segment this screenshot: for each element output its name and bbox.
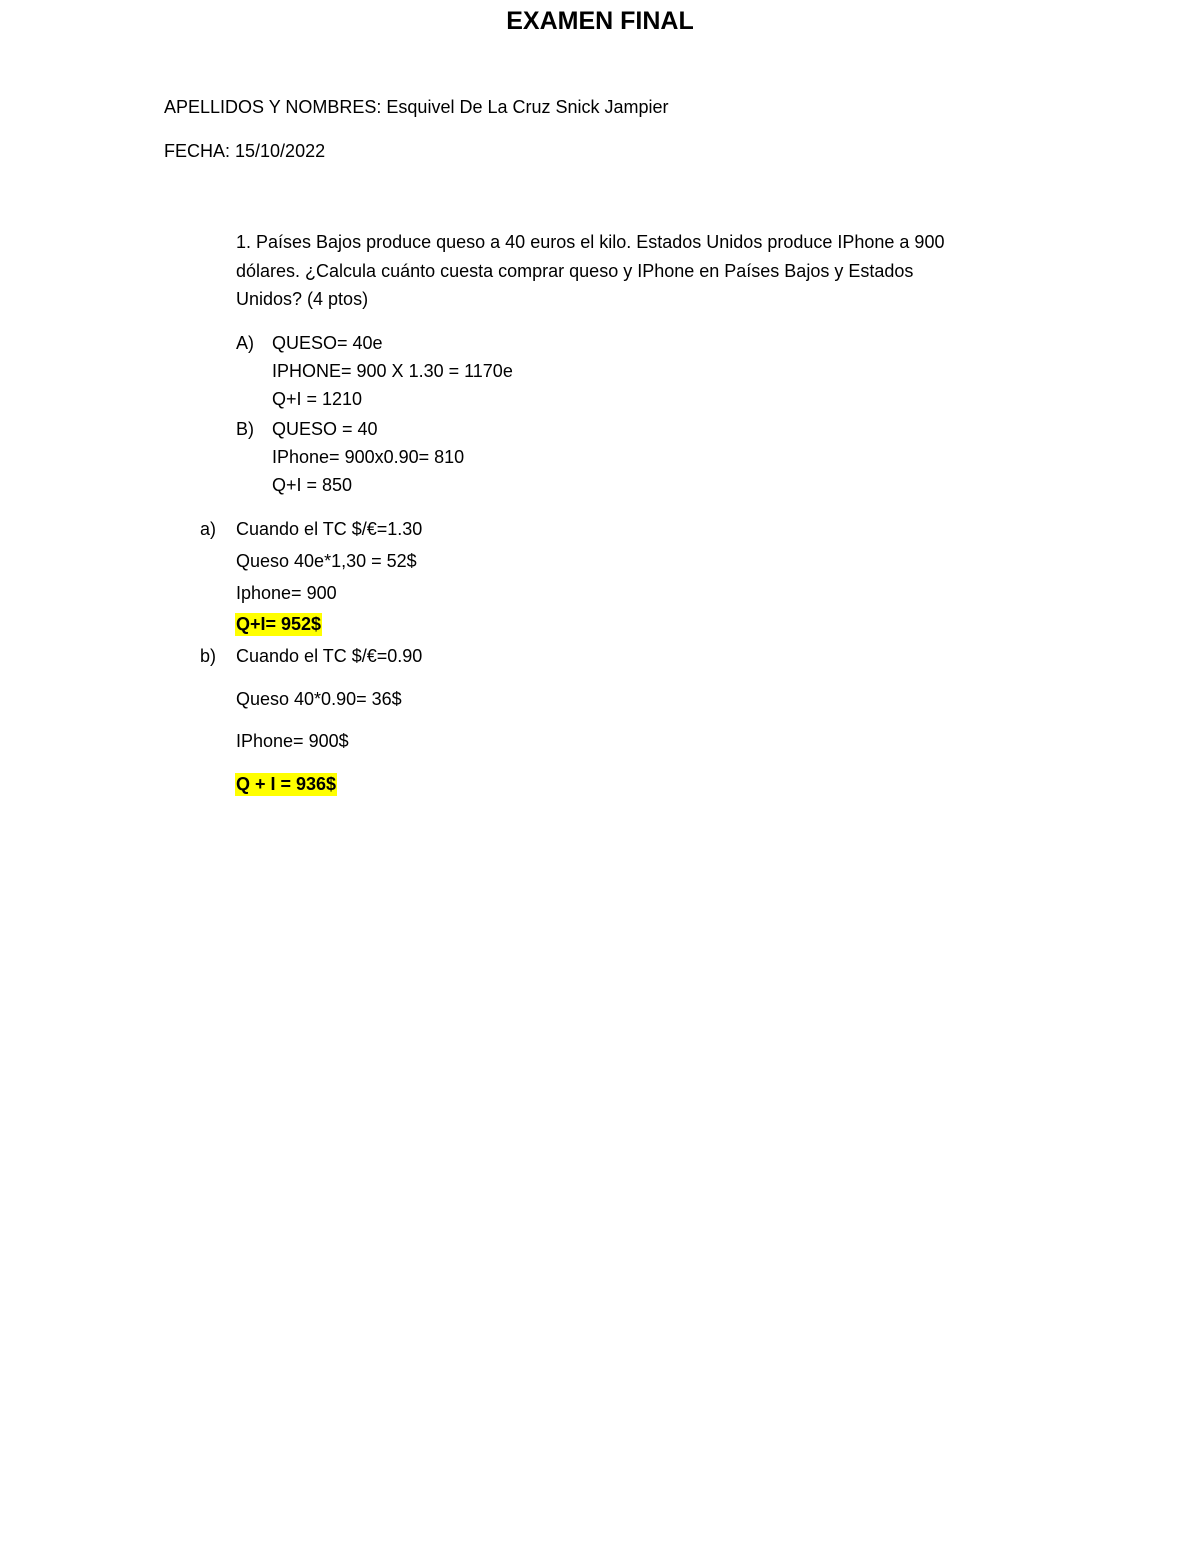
answer-line: QUESO = 40: [272, 419, 378, 439]
list-marker-A: A): [236, 333, 254, 353]
document-title: EXAMEN FINAL: [506, 7, 694, 35]
list-marker-B: B): [236, 419, 254, 439]
answer-line: Iphone= 900: [236, 583, 337, 603]
answer-line: IPHONE= 900 X 1.30 = 1170e: [272, 361, 513, 381]
answer-line: Q+I = 1210: [272, 389, 363, 409]
list-marker-b: b): [200, 646, 217, 666]
answer-line: IPhone= 900x0.90= 810: [272, 447, 465, 467]
answer-line: Cuando el TC $/€=1.30: [236, 519, 423, 539]
question-line: 1. Países Bajos produce queso a 40 euros el kilo. Estados Unidos produce IPhone a 900: [236, 232, 945, 252]
question-line: Unidos? (4 ptos): [236, 289, 369, 309]
highlighted-result: Q+I= 952$: [236, 614, 322, 634]
student-name-line: APELLIDOS Y NOMBRES: Esquivel De La Cruz Snick Jampier: [164, 97, 669, 117]
answer-line: Cuando el TC $/€=0.90: [236, 646, 423, 666]
list-marker-a: a): [200, 519, 217, 539]
answer-line: Queso 40e*1,30 = 52$: [236, 551, 417, 571]
answer-line: Queso 40*0.90= 36$: [236, 689, 402, 709]
answer-line: IPhone= 900$: [236, 731, 349, 751]
answer-line: QUESO= 40e: [272, 333, 383, 353]
answer-line: Q+I = 850: [272, 475, 353, 495]
highlighted-result: Q + I = 936$: [236, 774, 337, 794]
question-line: dólares. ¿Calcula cuánto cuesta comprar queso y IPhone en Países Bajos y Estados: [236, 261, 914, 281]
exam-date-line: FECHA: 15/10/2022: [164, 141, 326, 161]
